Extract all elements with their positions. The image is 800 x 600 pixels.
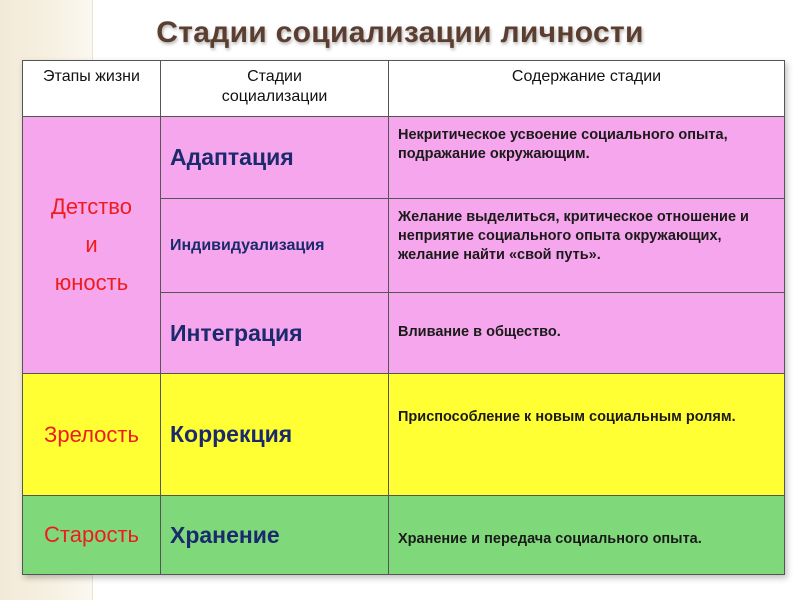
table-row bbox=[23, 374, 785, 496]
header-socialization-stages: Стадии социализации bbox=[161, 61, 389, 117]
stage-content: Желание выделиться, критическое отношение и неприятие социального опыта окружающих, желание найти «свой путь». bbox=[389, 199, 785, 293]
table-row bbox=[23, 496, 785, 575]
header-life-stages: Этапы жизни bbox=[23, 61, 161, 117]
life-stage-line: и bbox=[85, 232, 98, 257]
socialization-table bbox=[22, 60, 785, 575]
stage-content: Вливание в общество. bbox=[389, 293, 785, 374]
life-stage-line: юность bbox=[54, 270, 129, 295]
life-stage-old-age: Старость bbox=[23, 496, 161, 575]
header-stage-content: Содержание стадии bbox=[389, 61, 785, 117]
stage-integration: Интеграция bbox=[161, 293, 389, 374]
stage-content: Приспособление к новым социальным ролям. bbox=[389, 374, 785, 496]
stage-adaptation: Адаптация bbox=[161, 117, 389, 199]
page-title: Стадии социализации личности bbox=[156, 16, 644, 49]
life-stage-childhood bbox=[23, 117, 161, 374]
stage-preservation: Хранение bbox=[161, 496, 389, 575]
stage-individualization: Индивидуализация bbox=[161, 199, 389, 293]
stage-correction: Коррекция bbox=[161, 374, 389, 496]
stage-content: Хранение и передача социального опыта. bbox=[389, 496, 785, 575]
table-row bbox=[23, 117, 785, 199]
life-stage-line: Детство bbox=[51, 194, 132, 219]
stage-content: Некритическое усвоение социального опыта, подражание окружающим. bbox=[389, 117, 785, 199]
life-stage-maturity: Зрелость bbox=[23, 374, 161, 496]
table-header-row bbox=[23, 61, 785, 117]
